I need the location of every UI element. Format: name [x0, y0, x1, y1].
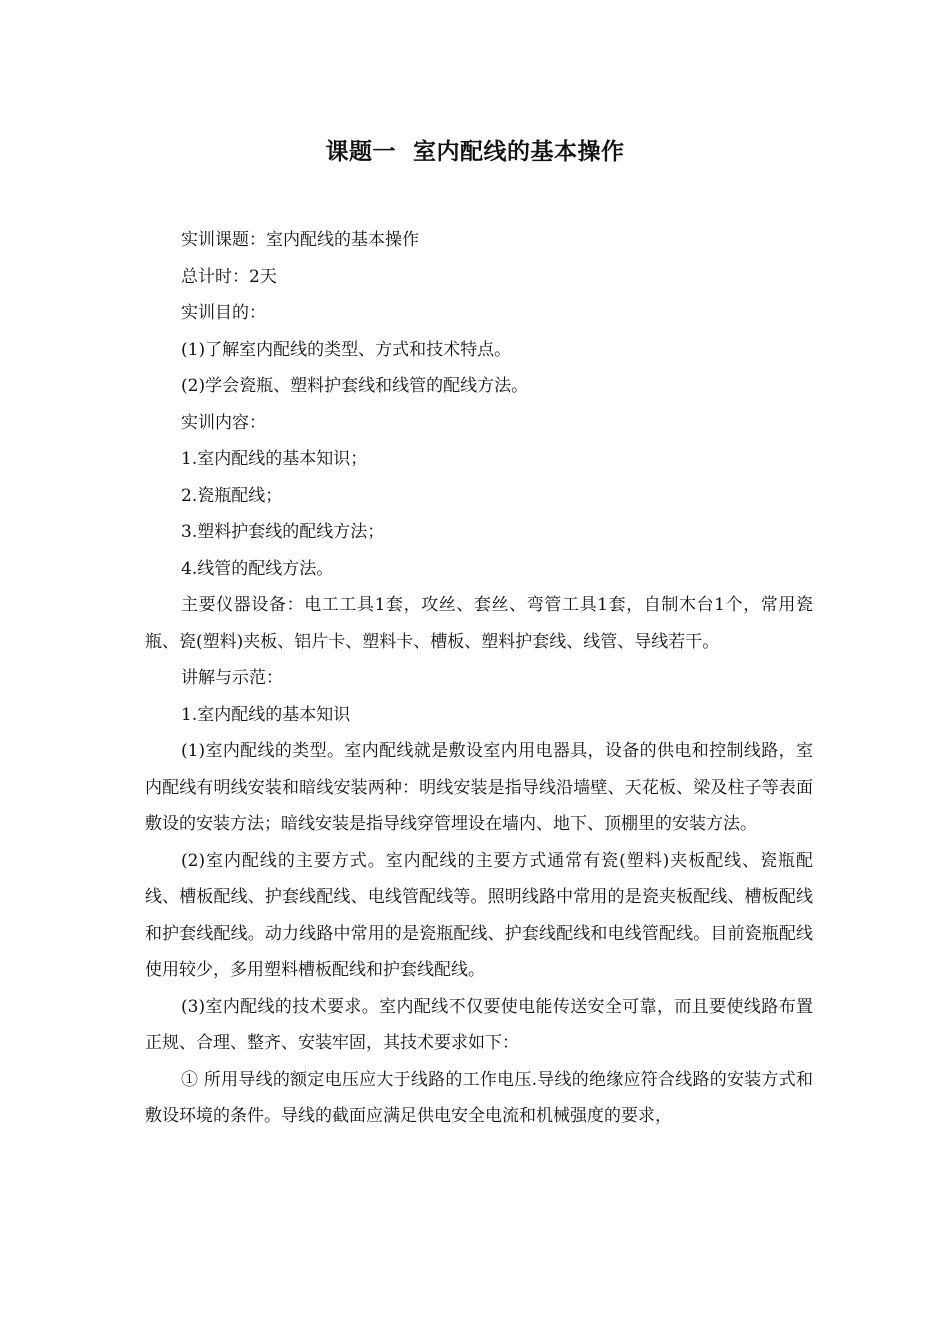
paragraph-demo-heading: 讲解与示范： — [181, 668, 283, 688]
paragraph-total-hours: 总计时：2天 — [181, 266, 277, 287]
paragraph-technical-requirements: (3)室内配线的技术要求。室内配线不仅要使电能传送安全可靠，而且要使线路布置正规、合理、整齐、安装牢固，其技术要求如下： — [145, 996, 813, 1053]
document-title: 课题一 室内配线的基本操作 — [325, 138, 625, 165]
paragraph-objective-heading: 实训目的： — [181, 303, 266, 323]
document-body — [145, 222, 813, 1135]
paragraph-objective-1: (1)了解室内配线的类型、方式和技术特点。 — [181, 339, 512, 360]
paragraph-objective-2: (2)学会瓷瓶、塑料护套线和线管的配线方法。 — [181, 376, 529, 396]
paragraph-wiring-methods: (2)室内配线的主要方式。室内配线的主要方式通常有瓷(塑料)夹板配线、瓷瓶配线、槽板配线、护套线配线、电线管配线等。照明线路中常用的是瓷夹板配线、槽板配线和护套线配线。动力线路中常用的是瓷瓶配线、护套线配线和电线管配线。目前瓷瓶配线使用较少，多用塑料槽板配线和护套线配线。 — [145, 850, 813, 980]
paragraph-section-1-heading: 1.室内配线的基本知识 — [181, 704, 351, 725]
paragraph-equipment: 主要仪器设备：电工工具1套，攻丝、套丝、弯管工具1套，自制木台1个，常用瓷瓶、瓷(塑料)夹板、铝片卡、塑料卡、槽板、塑料护套线、线管、导线若干。 — [145, 595, 813, 652]
paragraph-course-topic: 实训课题：室内配线的基本操作 — [181, 230, 419, 250]
paragraph-content-heading: 实训内容： — [181, 412, 266, 433]
paragraph-content-2: 2.瓷瓶配线； — [181, 485, 283, 506]
paragraph-requirement-1: ① 所用导线的额定电压应大于线路的工作电压.导线的绝缘应符合线路的安装方式和敷设环境的条件。导线的截面应满足供电安全电流和机械强度的要求， — [145, 1069, 813, 1126]
paragraph-wiring-types: (1)室内配线的类型。室内配线就是敷设室内用电器具，设备的供电和控制线路，室内配线有明线安装和暗线安装两种：明线安装是指导线沿墙壁、天花板、梁及柱子等表面敷设的安装方法；暗线安装是指导线穿管埋设在墙内、地下、顶棚里的安装方法。 — [145, 741, 813, 834]
paragraph-content-1: 1.室内配线的基本知识； — [181, 449, 368, 469]
paragraph-content-3: 3.塑料护套线的配线方法； — [181, 522, 385, 542]
paragraph-content-4: 4.线管的配线方法。 — [181, 558, 334, 579]
